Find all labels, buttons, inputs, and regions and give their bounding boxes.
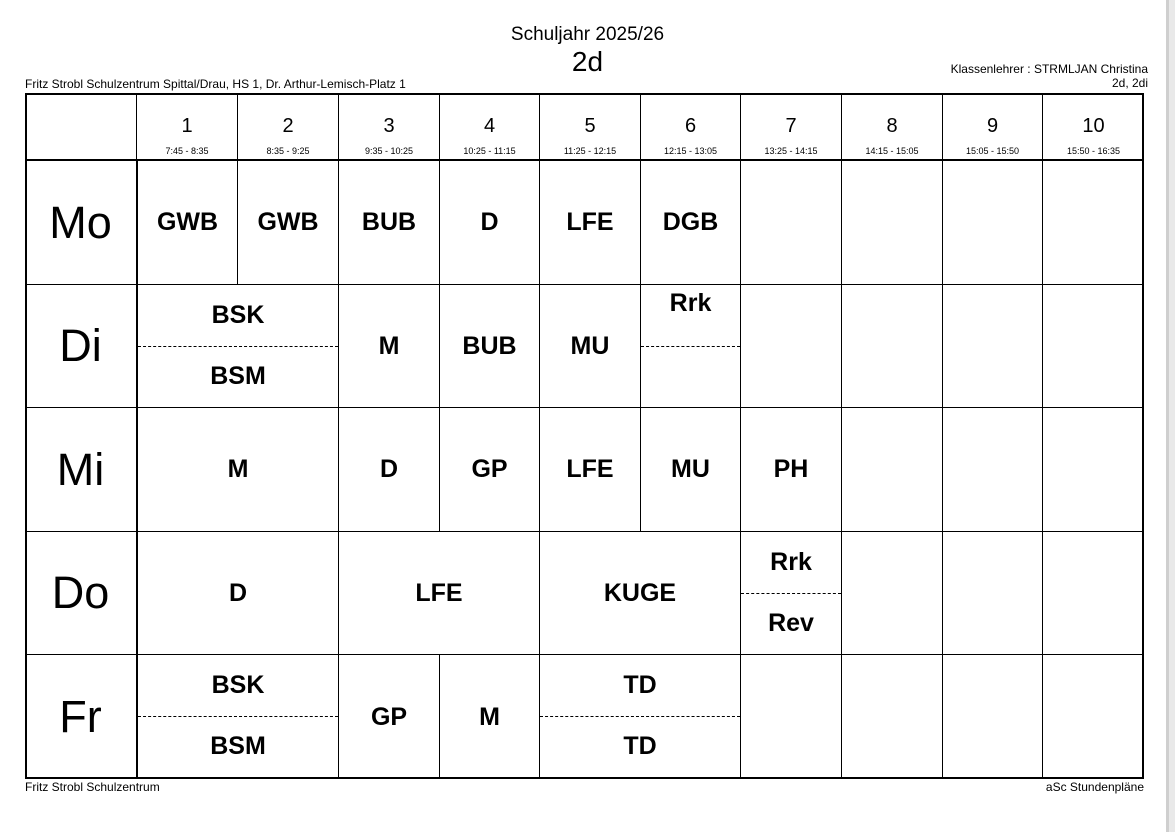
lesson-cell[interactable]: M xyxy=(138,408,339,532)
empty-slot xyxy=(741,161,842,285)
lesson-group-top: Rrk xyxy=(770,548,812,576)
day-label-di: Di xyxy=(25,285,138,408)
lesson-group-top: BSK xyxy=(211,671,265,699)
period-number: 8 xyxy=(886,115,898,137)
period-header xyxy=(238,93,339,161)
lesson-cell-split[interactable] xyxy=(641,285,741,408)
period-header xyxy=(440,93,540,161)
lesson-group-top: BSK xyxy=(211,301,265,329)
period-header xyxy=(741,93,842,161)
empty-slot xyxy=(842,285,943,408)
period-time: 14:15 - 15:05 xyxy=(865,146,919,156)
period-time: 11:25 - 12:15 xyxy=(563,146,617,156)
empty-slot xyxy=(943,161,1043,285)
empty-slot xyxy=(1043,285,1144,408)
period-header xyxy=(641,93,741,161)
lesson-cell[interactable]: LFE xyxy=(339,532,540,655)
lesson-cell[interactable]: GP xyxy=(440,408,540,532)
period-number: 5 xyxy=(584,115,596,137)
period-number: 9 xyxy=(986,115,999,137)
empty-slot xyxy=(1043,161,1144,285)
lesson-cell[interactable]: MU xyxy=(641,408,741,532)
timetable-grid xyxy=(25,93,1144,779)
period-time: 7:45 - 8:35 xyxy=(165,146,209,156)
lesson-cell[interactable]: BUB xyxy=(339,161,440,285)
corner-cell xyxy=(25,93,137,161)
lesson-cell[interactable]: LFE xyxy=(540,408,641,532)
lesson-cell[interactable]: GWB xyxy=(138,161,238,285)
teacher-line: Klassenlehrer : STRMLJAN Christina xyxy=(950,62,1148,76)
lesson-cell[interactable]: KUGE xyxy=(540,532,741,655)
lesson-cell[interactable]: D xyxy=(339,408,440,532)
lesson-cell[interactable]: GP xyxy=(339,655,440,779)
period-time: 13:25 - 14:15 xyxy=(764,146,818,156)
page-title: Schuljahr 2025/26 xyxy=(510,24,665,45)
period-number: 3 xyxy=(383,115,395,137)
lesson-cell[interactable]: PH xyxy=(741,408,842,532)
footer-software: aSc Stundenpläne xyxy=(1045,780,1144,794)
footer-school: Fritz Strobl Schulzentrum xyxy=(25,780,160,794)
lesson-cell[interactable]: MU xyxy=(540,285,641,408)
period-header xyxy=(339,93,440,161)
period-number: 4 xyxy=(483,115,496,137)
teacher-info xyxy=(951,62,1148,90)
lesson-group-bottom: Rev xyxy=(768,609,814,637)
period-number: 7 xyxy=(785,115,797,137)
period-time: 10:25 - 11:15 xyxy=(463,146,516,156)
empty-slot xyxy=(741,285,842,408)
empty-slot xyxy=(842,655,943,779)
lesson-cell[interactable]: D xyxy=(138,532,339,655)
empty-slot xyxy=(943,532,1043,655)
lesson-group-bottom: BSM xyxy=(210,732,266,760)
period-number: 6 xyxy=(684,115,697,137)
period-header xyxy=(842,93,943,161)
day-label-do: Do xyxy=(25,532,138,655)
period-header xyxy=(540,93,641,161)
lesson-cell[interactable]: BUB xyxy=(440,285,540,408)
empty-slot xyxy=(842,532,943,655)
empty-slot xyxy=(943,408,1043,532)
lesson-cell[interactable]: GWB xyxy=(238,161,339,285)
period-time: 12:15 - 13:05 xyxy=(663,146,718,156)
lesson-cell[interactable]: M xyxy=(440,655,540,779)
class-name: 2d xyxy=(571,46,604,77)
period-time: 15:50 - 16:35 xyxy=(1066,146,1121,156)
lesson-group-top: Rrk xyxy=(669,289,712,317)
lesson-cell[interactable]: LFE xyxy=(540,161,641,285)
lesson-group-top: TD xyxy=(623,671,657,699)
lesson-cell-split[interactable] xyxy=(138,285,339,408)
period-time: 8:35 - 9:25 xyxy=(266,146,310,156)
period-time: 15:05 - 15:50 xyxy=(965,146,1020,156)
empty-slot xyxy=(943,655,1043,779)
lesson-cell-split[interactable] xyxy=(741,532,842,655)
lesson-cell-split[interactable] xyxy=(540,655,741,779)
lesson-group-bottom: BSM xyxy=(210,362,266,390)
day-label-mi: Mi xyxy=(25,408,138,532)
lesson-cell[interactable]: M xyxy=(339,285,440,408)
period-header xyxy=(137,93,238,161)
group-divider xyxy=(641,346,740,347)
period-number: 1 xyxy=(181,115,193,137)
lesson-group-bottom: TD xyxy=(623,732,657,760)
school-address: Fritz Strobl Schulzentrum Spittal/Drau, HS 1, Dr. Arthur-Lemisch-Platz 1 xyxy=(25,77,406,91)
empty-slot xyxy=(741,655,842,779)
day-label-mo: Mo xyxy=(25,161,138,285)
lesson-cell[interactable]: D xyxy=(440,161,540,285)
period-header xyxy=(1043,93,1144,161)
day-label-fr: Fr xyxy=(25,655,138,779)
empty-slot xyxy=(1043,532,1144,655)
period-number: 10 xyxy=(1082,115,1105,137)
period-header xyxy=(943,93,1043,161)
scrollbar-track[interactable] xyxy=(1169,0,1175,832)
empty-slot xyxy=(943,285,1043,408)
empty-slot xyxy=(1043,408,1144,532)
lesson-cell[interactable]: DGB xyxy=(641,161,741,285)
period-number: 2 xyxy=(282,115,294,137)
empty-slot xyxy=(842,408,943,532)
groups-line: 2d, 2di xyxy=(1111,76,1148,90)
period-time: 9:35 - 10:25 xyxy=(364,146,414,156)
empty-slot xyxy=(1043,655,1144,779)
lesson-cell-split[interactable] xyxy=(138,655,339,779)
empty-slot xyxy=(842,161,943,285)
